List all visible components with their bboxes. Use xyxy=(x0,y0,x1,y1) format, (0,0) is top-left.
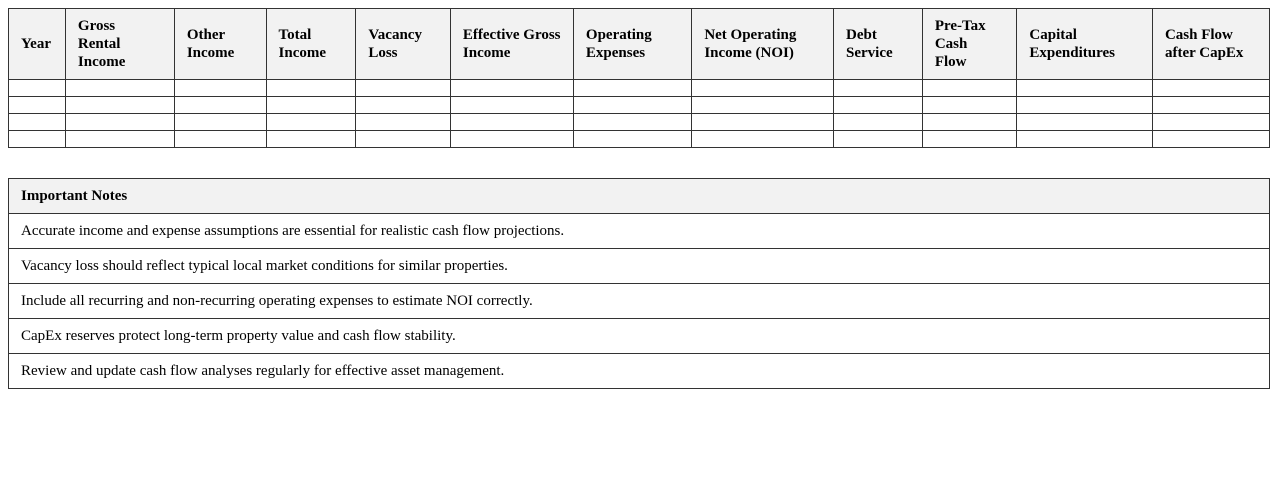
table-cell[interactable] xyxy=(922,80,1017,97)
table-cell[interactable] xyxy=(266,80,356,97)
table-cell[interactable] xyxy=(266,131,356,148)
table-cell[interactable] xyxy=(9,80,66,97)
table-cell[interactable] xyxy=(692,97,834,114)
table-cell[interactable] xyxy=(450,80,573,97)
table-cell[interactable] xyxy=(573,80,691,97)
table-cell[interactable] xyxy=(1152,131,1269,148)
table-cell[interactable] xyxy=(1017,114,1153,131)
col-header-debt-service xyxy=(834,9,923,80)
note-row xyxy=(9,354,1270,389)
table-cell[interactable] xyxy=(356,114,451,131)
table-cell[interactable] xyxy=(65,80,174,97)
note-item: Accurate income and expense assumptions are essential for realistic cash flow projections. xyxy=(9,214,1270,249)
table-cell[interactable] xyxy=(573,131,691,148)
col-header-label: Gross Rental Income xyxy=(77,18,126,70)
col-header-label: Other Income xyxy=(186,27,235,61)
table-cell[interactable] xyxy=(1152,80,1269,97)
table-cell[interactable] xyxy=(65,97,174,114)
table-cell[interactable] xyxy=(450,97,573,114)
table-cell[interactable] xyxy=(1152,97,1269,114)
col-header-operating-expenses xyxy=(573,9,691,80)
col-header-label: Cash Flow after CapEx xyxy=(1164,27,1244,61)
col-header-net-operating-income xyxy=(692,9,834,80)
col-header-label: Vacancy Loss xyxy=(368,27,422,61)
table-cell[interactable] xyxy=(450,114,573,131)
col-header-cash-flow-after-capex xyxy=(1152,9,1269,80)
note-item: CapEx reserves protect long-term property value and cash flow stability. xyxy=(9,319,1270,354)
table-cell[interactable] xyxy=(922,131,1017,148)
table-cell[interactable] xyxy=(356,97,451,114)
note-item: Include all recurring and non-recurring operating expenses to estimate NOI correctly. xyxy=(9,284,1270,319)
col-header-capital-expenditures xyxy=(1017,9,1153,80)
table-cell[interactable] xyxy=(174,131,266,148)
table-cell[interactable] xyxy=(922,114,1017,131)
table-cell[interactable] xyxy=(834,97,923,114)
col-header-gross-rental-income xyxy=(65,9,174,80)
table-cell[interactable] xyxy=(266,114,356,131)
col-header-label: Debt Service xyxy=(846,27,893,61)
notes-table xyxy=(8,178,1270,389)
col-header-label: Pre-Tax Cash Flow xyxy=(934,18,986,70)
table-cell[interactable] xyxy=(65,131,174,148)
table-cell[interactable] xyxy=(9,114,66,131)
table-cell[interactable] xyxy=(692,131,834,148)
table-cell[interactable] xyxy=(174,114,266,131)
table-cell[interactable] xyxy=(922,97,1017,114)
table-cell[interactable] xyxy=(573,97,691,114)
table-cell[interactable] xyxy=(9,97,66,114)
note-row xyxy=(9,214,1270,249)
table-cell[interactable] xyxy=(450,131,573,148)
col-header-total-income xyxy=(266,9,356,80)
note-row xyxy=(9,284,1270,319)
note-row xyxy=(9,249,1270,284)
table-cell[interactable] xyxy=(1017,131,1153,148)
table-cell[interactable] xyxy=(692,114,834,131)
col-header-effective-gross-income xyxy=(450,9,573,80)
cash-flow-table xyxy=(8,8,1270,148)
table-cell[interactable] xyxy=(174,80,266,97)
table-cell[interactable] xyxy=(834,114,923,131)
table-cell[interactable] xyxy=(834,131,923,148)
table-row xyxy=(9,80,1270,97)
table-cell[interactable] xyxy=(174,97,266,114)
col-header-vacancy-loss xyxy=(356,9,451,80)
table-row xyxy=(9,114,1270,131)
table-row xyxy=(9,131,1270,148)
col-header-label: Capital Expenditures xyxy=(1029,27,1115,61)
col-header-label: Net Operating Income (NOI) xyxy=(704,27,797,61)
table-cell[interactable] xyxy=(356,80,451,97)
table-cell[interactable] xyxy=(9,131,66,148)
col-header-label: Total Income xyxy=(278,27,327,61)
table-row xyxy=(9,97,1270,114)
table-cell[interactable] xyxy=(692,80,834,97)
table-cell[interactable] xyxy=(1017,80,1153,97)
note-item: Vacancy loss should reflect typical local market conditions for similar properties. xyxy=(9,249,1270,284)
table-cell[interactable] xyxy=(356,131,451,148)
table-cell[interactable] xyxy=(1152,114,1269,131)
table-cell[interactable] xyxy=(573,114,691,131)
table-cell[interactable] xyxy=(65,114,174,131)
note-row xyxy=(9,319,1270,354)
col-header-label: Effective Gross Income xyxy=(462,27,561,61)
table-cell[interactable] xyxy=(266,97,356,114)
table-cell[interactable] xyxy=(834,80,923,97)
notes-header-row xyxy=(9,179,1270,214)
col-header-label: Operating Expenses xyxy=(585,27,652,61)
table-cell[interactable] xyxy=(1017,97,1153,114)
notes-title: Important Notes xyxy=(9,179,1270,214)
header-row xyxy=(9,9,1270,80)
col-header-year: Year xyxy=(9,9,66,80)
col-header-other-income xyxy=(174,9,266,80)
note-item: Review and update cash flow analyses regularly for effective asset management. xyxy=(9,354,1270,389)
col-header-pre-tax-cash-flow xyxy=(922,9,1017,80)
